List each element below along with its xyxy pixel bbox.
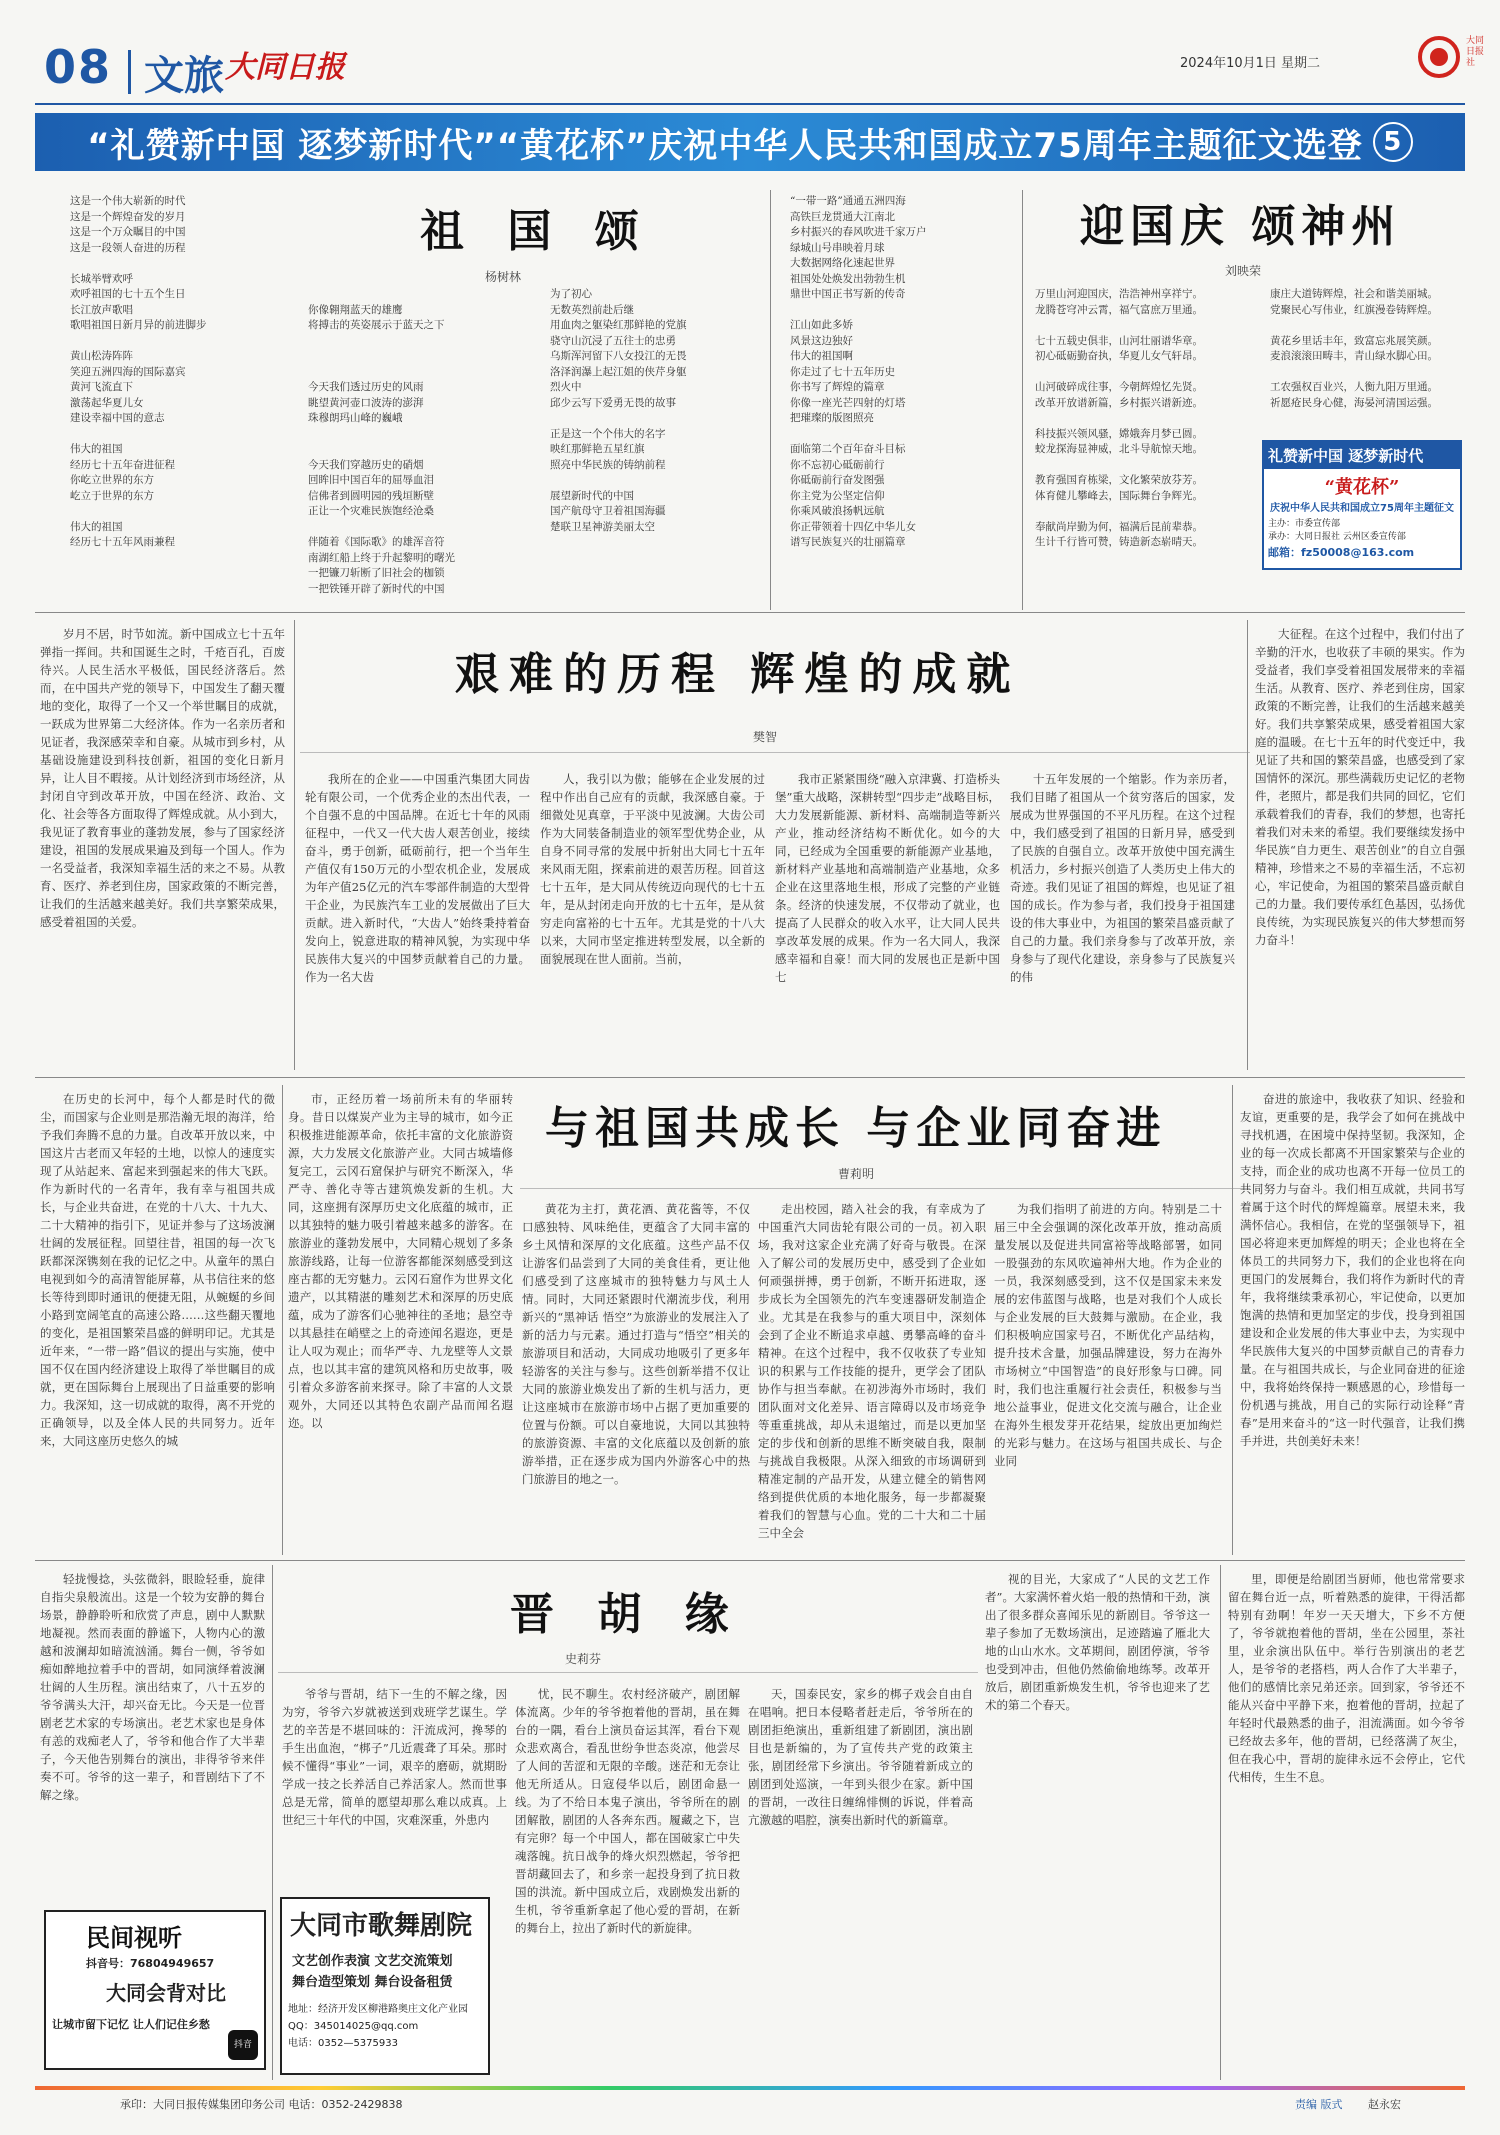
- art1-title: 艰难的历程 辉煌的成就: [455, 649, 1021, 700]
- title-rule: [300, 752, 1250, 753]
- column-rule: [282, 1085, 283, 1555]
- art1-col3: 我市正紧紧围绕“融入京津冀、打造桥头堡”重大战略，深耕转型“四步走”战略目标，大力发展新能源、新材料、高端制造等新兴产业，推动经济结构不断优化。如今的大同，已经成为全国重要的新能源产业基地，新材料产业基地和高端制造产业基地，众多企业在这里落地生根，形成了完整的产业链条。经济的快速发展，不仅带动了就业，也提高了人民群众的收入水平，让大同人民共享改革发展的成果。作为一名大同人，我深感幸福和自豪！而大同的发展也正是新中国七: [775, 772, 1000, 984]
- poem-line: [308, 287, 513, 303]
- poem-line: 奉献尚岸勤为何，福满后昆前辈恭。: [1035, 520, 1203, 533]
- poem-line: 映红那鲜艳五星红旗: [550, 443, 645, 455]
- poem-line: 笑迎五洲四海的国际嘉宾: [70, 365, 186, 378]
- poem-line: [1035, 365, 1235, 381]
- poem-line: 祈愿疮民身心健，海晏河清国运强。: [1270, 396, 1438, 409]
- poem1-col2: [308, 194, 513, 597]
- poem-line: [308, 349, 513, 365]
- poem-line: 黄花乡里话丰年，致富忘兆展笑颜。: [1270, 334, 1438, 347]
- poem-line: 龙腾苍穹冲云霄，福气富庶万里通。: [1035, 303, 1203, 316]
- poem-line: 为了初心: [550, 288, 592, 300]
- poem-line: 鼎世中国正书写新的传奇: [790, 288, 906, 300]
- poem-line: 祖国处处焕发出勃勃生机: [790, 272, 906, 285]
- poem-line: 骁守山沉浸了五往士的忠勇: [550, 334, 676, 347]
- poem-line: [550, 473, 755, 489]
- poem-line: [550, 194, 755, 210]
- poem-line: 用血肉之躯染红那鲜艳的党旗: [550, 319, 687, 331]
- poem-line: [308, 210, 513, 226]
- art1-right-column: 大征程。在这个过程中，我们付出了辛勤的汗水，也收获了丰硕的果实。作为受益者，我们享受着祖国发展带来的幸福生活。从教育、医疗、养老到住房，国家政策的不断完善，让我们的生活越来越美好。我们共享繁荣成果，感受着祖国大家庭的温暖。在七十五年的时代变迁中，我见证了共和国的繁荣昌盛，也感受到了家国情怀的深沉。那些满载历史记忆的老物件，老照片，都是我们共同的回忆，它们承载着我们的青春，我们的梦想，也寄托着我们对未来的希望。我们要继续发扬中华民族“自力更生、艰苦创业”的自立自强精神，珍惜来之不易的幸福生活，不忘初心，牢记使命，为祖国的繁荣昌盛贡献自己的力量。我们要传承红色基因，弘扬优良传统，为实现民族复兴的伟大梦想而努力奋斗！: [1255, 627, 1465, 947]
- poem-line: [70, 334, 245, 350]
- poem-line: 蛟龙探海显神威，北斗导航惊天地。: [1035, 443, 1203, 455]
- contest-ad-theme: 庆祝中华人民共和国成立75周年主题征文: [1270, 503, 1454, 514]
- banner-text: “礼赞新中国 逐梦新时代”“黄花杯”庆祝中华人民共和国成立75周年主题征文选登: [87, 125, 1363, 166]
- section-rule: [35, 1077, 1465, 1078]
- poem-line: 信佛者到圆明园的残垣断壁: [308, 489, 434, 502]
- theatre-service-1: 文艺创作表演 文艺交流策划: [292, 1954, 453, 1969]
- contest-ad-cup: “黄花杯”: [1324, 477, 1400, 498]
- art2-col4: 为我们指明了前进的方向。特别是二十届三中全会强调的深化改革开放，推动高质量发展以及促进共同富裕等战略部署，如同一股强劲的东风吹遍神州大地。作为企业的一员，我深刻感受到，这不仅是国家未来发展的宏伟蓝图与战略，也是对我们个人成长与企业发展的巨大鼓舞与激励。在企业，我们积极响应国家号召，不断优化产品结构，提升技术含量，加强品牌建设，努力在海外市场树立“中国智造”的良好形象与口碑。同时，我们也注重履行社会责任，积极参与当地公益事业，促进文化交流与融合，让企业在海外生根发芽开花结果，绽放出更加绚烂的光彩与魅力。在这场与祖国共成长、与企业同: [994, 1202, 1222, 1468]
- poem-line: 长江放声歌唱: [70, 303, 133, 316]
- poem-line: 歌唱祖国日新月异的前进脚步: [70, 319, 207, 331]
- poem-line: 你乘风破浪扬帆远航: [790, 505, 885, 517]
- tiktok-icon: 抖音: [228, 2030, 258, 2060]
- poem3-col2: [1270, 287, 1470, 411]
- poem-line: 你屹立世界的东方: [70, 474, 154, 486]
- poem-line: 正是这一个个伟大的名字: [550, 427, 666, 440]
- poem-line: 伟大的祖国: [70, 520, 123, 533]
- art3-col1: 爷爷与晋胡，结下一生的不解之缘，因为穷，爷爷六岁就被送到戏班学艺谋生。学艺的辛苦是不堪回味的：汗流成河，搀琴的手生出血泡，“梆子”几近震聋了耳朵。那时候不懂得“事业”一词，艰辛的磨砺，就期盼学成一技之长养活自己养活家人。然而世事总是无常，简单的愿望却那么难以成真。上世纪三十年代的中国，灾难深重，外患内: [282, 1687, 507, 1827]
- poem-line: 你走过了七十五年历史: [790, 365, 895, 378]
- poem-line: [1270, 365, 1470, 381]
- poem-line: “一带一路”通通五洲四海: [790, 195, 906, 207]
- poem3-author: 刘映荣: [1225, 264, 1262, 278]
- theatre-name: 大同市歌舞剧院: [290, 1911, 473, 1941]
- poem1-col3: [550, 194, 755, 535]
- poem-line: 康庄大道铸辉煌，社会和谐美丽城。: [1270, 288, 1438, 300]
- column-rule: [294, 620, 295, 1070]
- paper-emblem-icon: [1418, 36, 1460, 78]
- poem-line: [308, 256, 513, 272]
- poem-line: 今天我们透过历史的风雨: [308, 381, 424, 393]
- poem-line: 你主党为公坚定信仰: [790, 489, 885, 502]
- poem-line: 将搏击的英姿展示于蓝天之下: [308, 319, 445, 331]
- poem-line: 工农强权百业兴，人衡九阳万里通。: [1270, 381, 1438, 393]
- folk-media-tagline: 让城市留下记忆 让人们记住乡愁: [52, 2018, 210, 2031]
- footer-printer: 承印：大同日报传媒集团印务公司 电话：0352-2429838: [120, 2098, 403, 2111]
- poem-line: 这是一个辉煌奋发的岁月: [70, 210, 186, 223]
- poem-line: 这是一段领人奋进的历程: [70, 241, 186, 254]
- poem-line: [308, 272, 513, 288]
- title-rule: [278, 1672, 978, 1673]
- poem-line: 绿城山号串映着月球: [790, 241, 885, 254]
- poem-line: [550, 256, 755, 272]
- poem-line: 伴随着《国际歌》的雄浑音符: [308, 536, 445, 548]
- folk-media-slogan: 大同会背对比: [106, 1981, 226, 2005]
- poem-line: 你书写了辉煌的篇章: [790, 381, 885, 393]
- poem-line: [70, 427, 245, 443]
- footer-editor: 赵永宏: [1368, 2098, 1401, 2111]
- poem-line: 欢呼祖国的七十五个生日: [70, 288, 186, 300]
- contest-ad-slogan: 礼赞新中国 逐梦新时代: [1264, 442, 1460, 469]
- poem2-col1: [790, 194, 1005, 551]
- footer-color-bar: [35, 2086, 1465, 2090]
- poem-line: 一把铁锤开辟了新时代的中国: [308, 582, 445, 595]
- section-rule: [35, 1560, 1465, 1561]
- poem-line: 面临第二个百年奋斗目标: [790, 443, 906, 455]
- art2-author: 曹莉明: [838, 1167, 875, 1181]
- art2-title: 与祖国共成长 与企业同奋进: [545, 1103, 1167, 1154]
- poem-line: [550, 241, 755, 257]
- poem-line: 山河破碎成往事，今朝辉煌忆先贤。: [1035, 381, 1203, 393]
- poem-line: 邱少云写下爱勇无畏的故事: [550, 396, 676, 409]
- theatre-address: 地址：经济开发区柳港路奥庄文化产业园: [288, 2004, 468, 2015]
- poem-line: 乡村振兴的春风吹进千家万户: [790, 226, 927, 238]
- poem-line: 把璀璨的版图照亮: [790, 412, 874, 424]
- poem-line: 你正带领着十四亿中华儿女: [790, 520, 916, 533]
- poem-line: 你砥砺前行奋发图强: [790, 474, 885, 486]
- art3-author: 史莉芬: [565, 1652, 602, 1666]
- poem-line: [550, 210, 755, 226]
- poem-line: [308, 241, 513, 257]
- poem-line: 楚联卫星神游美丽太空: [550, 520, 655, 533]
- poem1-author: 杨树林: [485, 270, 522, 284]
- paper-logo: 大同日报: [225, 50, 345, 85]
- poem-line: 你像一座光芒四射的灯塔: [790, 396, 906, 409]
- poem-line: 激荡起华夏儿女: [70, 396, 144, 409]
- poem-line: [550, 272, 755, 288]
- poem-line: 屹立于世界的东方: [70, 489, 154, 502]
- column-rule: [1232, 1085, 1233, 1555]
- art1-left-column: 岁月不居，时节如流。新中国成立七十五年弹指一挥间。共和国诞生之时，千疮百孔，百废待兴。人民生活水平极低，国民经济落后。然而，在中国共产党的领导下，中国发生了翻天覆地的变化，取得了一个又一个举世瞩目的成就，一跃成为世界第二大经济体。作为一名亲历者和见证者，我深感荣幸和自豪。从城市到乡村，从基础设施建设到科技创新，祖国的变化日新月异，让人目不暇接。从计划经济到市场经济，从封闭自守到改革开放，中国在经济、政治、文化、社会等各方面取得了辉煌成就。从小到大，我见证了教育事业的蓬勃发展，参与了国家经济建设，祖国的发展成果遍及到每一个国人。作为一名受益者，我深知幸福生活的来之不易。从教育、医疗、养老到住房，国家政策的不断完善，让我们的生活越来越美好。我们共享繁荣成果，感受着祖国的关爱。: [40, 627, 285, 929]
- poem-line: 体育健儿攀峰去，国际舞台争辉光。: [1035, 489, 1203, 502]
- poem-line: 风景这边独好: [790, 334, 853, 347]
- poem-line: 党聚民心写伟业，红旗漫卷铸辉煌。: [1270, 303, 1438, 316]
- poem-line: [308, 520, 513, 536]
- poem-line: 展望新时代的中国: [550, 489, 634, 502]
- poem-line: [308, 334, 513, 350]
- poem-line: 这是一个伟大崭新的时代: [70, 195, 186, 207]
- poem-line: [1035, 504, 1235, 520]
- poem-line: 洛泽润瀑上起江姐的侠芹身躯: [550, 365, 687, 378]
- art3-col3: 天，国泰民安，家乡的梆子戏会自由自在唱响。把日本侵略者赶走后，爷爷所在的剧团拒绝演出，重新组建了新剧团，演出剧目也是新编的，为了宣传共产党的政策主张，剧团经常下乡演出。爷爷随着新成立的剧团到处巡演，一年到头很少在家。新中国的晋胡，一改往日缠绵悱恻的诉说，伴着高亢激越的唱腔，演奏出新时代的新篇章。: [748, 1687, 973, 1827]
- poem-line: 万里山河迎国庆，浩浩神州享祥宁。: [1035, 288, 1203, 300]
- poem-line: 麦浪滚滚田畴丰，青山绿水脚心田。: [1270, 350, 1438, 362]
- poem-line: 正让一个灾难民族饱经沧桑: [308, 505, 434, 517]
- art3-col2: 忧，民不聊生。农村经济破产，剧团解体流离。少年的爷爷抱着他的晋胡，虽在舞台的一隅，看台上演员奋运其浑，看台下观众悲欢离合，看乱世纷争世态炎凉，他尝尽了人间的苦涩和无限的辛酸。迷茫和无奈让他无所适从。日寇侵华以后，剧团命悬一线。为了不给日本鬼子演出，爷爷所在的剧团解散，剧团的人各奔东西。履藏之下，岂有完卵？每一个中国人，都在国破家亡中失魂落魄。抗日战争的烽火炽烈燃起，爷爷把晋胡藏回去了，和乡亲一起投身到了抗日救国的洪流。新中国成立后，戏剧焕发出新的生机，爷爷重新拿起了他心爱的晋胡，在新的舞台上，拉出了新时代的新旋律。: [515, 1687, 740, 1935]
- poem-line: [308, 442, 513, 458]
- poem-line: [1035, 318, 1235, 334]
- poem-line: 黄山松涛阵阵: [70, 350, 133, 362]
- header-rule: [35, 103, 1465, 105]
- poem3-title: 迎国庆 颂神州: [1080, 201, 1402, 252]
- poem-line: [70, 256, 245, 272]
- poem-line: 回眸旧中国百年的屈辱血泪: [308, 474, 434, 486]
- art3-right-column: 里，即便是给剧团当厨师，他也常常要求留在舞台近一点，听着熟悉的旋律，干得活都特别有劲啊！年岁一天天增大，下乡不方便了，爷爷就抱着他的晋胡，坐在公园里，茶社里，业余演出队伍中。举行告别演出的老艺人，是爷爷的老搭档，两人合作了大半辈子，他们的感情比亲兄弟还亲。回到家，爷爷还不能从兴奋中平静下来，抱着他的晋胡，拉起了年轻时代最熟悉的曲子，泪流满面。如今爷爷已经故去多年，他的晋胡，已经落满了灰尘，但在我心中，晋胡的旋律永远不会停止，它代代相传，生生不息。: [1228, 1572, 1465, 1784]
- art2-left-column: 在历史的长河中，每个人都是时代的微尘，而国家与企业则是那浩瀚无垠的海洋，给予我们奔腾不息的力量。自改革开放以来，中国这片古老而又年轻的土地，以惊人的速度实现了从站起来、富起来到强起来的伟大飞跃。作为新时代的一名青年，我有幸与祖国共成长，与企业共奋进，在党的十八大、十九大、二十大精神的指引下，见证并参与了这场波澜壮阔的发展征程。回望往昔，祖国的每一次飞跃都深深镌刻在我的记忆之中。从童年的黑白电视到如今的高清智能屏幕，从书信往来的悠长等待到即时通讯的便捷无阻，从蜿蜒的乡间小路到宽阔笔直的高速公路……这些翻天覆地的变化，是祖国繁荣昌盛的鲜明印记。尤其是近年来，“一带一路”倡议的提出与实施，使中国不仅在国内经济建设上取得了举世瞩目的成就，更在国际舞台上展现出了日益重要的影响力。我深知，这一切成就的取得，离不开党的正确领导，以及全体人民的共同努力。近年来，大同这座历史悠久的城: [40, 1092, 275, 1448]
- poem-line: 眺望黄河壶口波涛的澎湃: [308, 396, 424, 409]
- art2-col2: 黄花为主打，黄花酒、黄花酱等，不仅口感独特、风味绝佳，更蕴含了大同丰富的乡土风情和深厚的文化底蕴。这些产品不仅让游客们品尝到了大同的美食佳肴，更让他们感受到了这座城市的独特魅力与风土人情。同时，大同还紧跟时代潮流步伐，利用新兴的“黑神话 悟空”为旅游业的发展注入了新的活力与元素。通过打造与“悟空”相关的旅游项目和活动，大同成功地吸引了更多年轻游客的关注与参与。这些创新举措不仅让大同的旅游业焕发出了新的生机与活力，更让这座城市在旅游市场中占据了更加重要的位置与份额。可以自豪地说，大同以其独特的旅游资源、丰富的文化底蕴以及创新的旅游举措，正在逐步成为国内外游客心中的热门旅游目的地之一。: [522, 1202, 750, 1486]
- theatre-phone: 电话：0352—5375933: [288, 2038, 398, 2049]
- folk-media-name: 民间视听: [86, 1924, 182, 1952]
- poem-line: [1035, 411, 1235, 427]
- poem-line: 你不忘初心砥砺前行: [790, 458, 885, 471]
- poem-line: 教育强国育栋梁，文化繁荣放芬芳。: [1035, 474, 1203, 486]
- column-rule: [1220, 1565, 1221, 2080]
- poem-line: 一把镰刀斩断了旧社会的枷锁: [308, 567, 445, 579]
- poem-line: 这是一个万众瞩目的中国: [70, 226, 186, 238]
- poem-line: 珠穆朗玛山峰的巍峨: [308, 412, 403, 424]
- poem1-col1: [70, 194, 245, 551]
- header-divider: [128, 50, 131, 94]
- poem-line: 经历七十五年风雨兼程: [70, 536, 175, 548]
- column-rule: [1247, 620, 1248, 1070]
- poem-line: 南湖红船上终于升起黎明的曙光: [308, 551, 455, 564]
- poem-line: [550, 225, 755, 241]
- poem-line: 科技振兴领风骚，嫦娥奔月梦已圆。: [1035, 427, 1203, 440]
- poem-line: [550, 411, 755, 427]
- art2-right-column: 奋进的旅途中，我收获了知识、经验和友谊，更重要的是，我学会了如何在挑战中寻找机遇，在困境中保持坚韧。我深知，企业的每一次成长都离不开国家繁荣与企业的支持，而企业的成功也离不开每一位员工的共同努力与奋斗。我们相互成就，共同书写着属于这个时代的辉煌篇章。展望未来，我满怀信心。我相信，在党的坚强领导下，祖国必将迎来更加辉煌的明天；企业也将在全体员工的共同努力下，我们的企业也将在向更国门的发展舞台，我们将作为新时代的青年，我将继续秉承初心，牢记使命，以更加饱满的热情和更加坚定的步伐，投身到祖国建设和企业发展的伟大事业中去，为实现中华民族伟大复兴的中国梦贡献自己的青春力量。在与祖国共成长，与企业同奋进的征途中，我将始终保持一颗感恩的心，珍惜每一份机遇与挑战，用自己的实际行动诠释“青春”是用来奋斗的“这一时代强音，让我们携手并进，共创美好未来！: [1240, 1092, 1465, 1448]
- poem3-col1: [1035, 287, 1235, 551]
- poem-line: 谱写民族复兴的壮丽篇章: [790, 536, 906, 548]
- art1-author: 樊智: [753, 730, 778, 744]
- poem-line: 七十五载史俱非，山河壮丽谱华章。: [1035, 334, 1203, 347]
- poem-line: [308, 194, 513, 210]
- poem-line: 初心砥砺勤奋执，华夏儿女气轩昂。: [1035, 350, 1203, 362]
- folk-media-douyin: 抖音号：76804949657: [86, 1957, 215, 1970]
- art1-col4: 十五年发展的一个缩影。作为亲历者，我们目睹了祖国从一个贫穷落后的国家，发展成为世界强国的不平凡历程。在这个过程中，我们感受到了祖国的日新月异，感受到了民族的自强自立。改革开放使中国充满生机活力，乡村振兴创造了人类历史上伟大的奇迹。我们见证了祖国的辉煌，也见证了祖国的成长。作为参与者，我们投身于祖国建设的伟大事业中，为祖国的繁荣昌盛贡献了自己的力量。我们亲身参与了改革开放，亲身参与了现代化建设，亲身参与了民族复兴的伟: [1010, 772, 1235, 984]
- poem-line: 无数英烈前赴后继: [550, 303, 634, 316]
- art1-col1: 我所在的企业——中国重汽集团大同齿轮有限公司，一个优秀企业的杰出代表，一个自强不息的中国品牌。在近七十年的风雨征程中，一代又一代大齿人艰苦创业，接续奋斗，勇于创新，砥砺前行，把一个当年生产值仅有150万元的小型农机企业，发展成为年产值25亿元的汽车零部件制造的大型骨干企业，为民族汽车工业的发展做出了巨大贡献。进入新时代，“大齿人”始终秉持着奋发向上，锐意进取的精神风貌，为实现中华民族伟大复兴的中国梦贡献着自己的力量。作为一名大齿: [305, 772, 530, 984]
- poem-line: 高铁巨龙贯通大江南北: [790, 210, 895, 223]
- banner-number: 5: [1373, 122, 1413, 162]
- art2-col3: 走出校园，踏入社会的我，有幸成为了中国重汽大同齿轮有限公司的一员。初入职场，我对这家企业充满了好奇与敬畏。在深入了解公司的发展历史中，感受到了企业如何顽强拼搏，勇于创新，不断开拓进取，逐步成长为全国领先的汽车变速器研发制造企业。尤其是在我参与的重大项目中，深刻体会到了企业不断追求卓越、勇攀高峰的奋斗精神。在这个过程中，我不仅收获了专业知识的积累与工作技能的提升，更学会了团队协作与担当奉献。在初涉海外市场时，我们团队面对文化差异、语言障碍以及市场竞争等重重挑战，却从未退缩过，而是以更加坚定的步伐和创新的思维不断突破自我，限制与挑战自我极限。从深入细致的市场调研到精准定制的产品开发，从建立健全的销售网络到提供优质的本地化服务，每一步都凝聚着我们的智慧与心血。党的二十大和二十届三中全会: [758, 1202, 986, 1540]
- poem-line: 长城举臂欢呼: [70, 272, 133, 285]
- poem-line: 黄河飞流直下: [70, 381, 133, 393]
- poem-line: 伟大的祖国啊: [790, 350, 853, 362]
- art3-left-column: 轻拢慢捻，头弦微斜，眼睑轻垂，旋律自指尖泉般流出。这是一个较为安静的舞台场景，静静聆听和欣赏了声息，剧中人默默地凝视。然而表面的静谧下，人物内心的激越和波澜却如暗流汹涌。舞台一侧，爷爷如痴如醉地拉着手中的晋胡，如同演绎着波澜壮阔的人生历程。演出结束了，八十五岁的爷爷满头大汗，却兴奋无比。今天是一位晋剧老艺术家的专场演出。老艺术家也是身体有恙的戏痴老人了，爷爷和他合作了大半辈子，今天他告别舞台的演出，非得爷爷来伴奏不可。爷爷的这一辈子，和晋剧结下了不解之缘。: [40, 1572, 265, 1802]
- footer-editor-label: 责编 版式: [1295, 2098, 1343, 2111]
- poem-line: [70, 504, 245, 520]
- poem-line: 今天我们穿越历史的硝烟: [308, 458, 424, 471]
- poem-line: 生计千行皆可赞，铸造新态崭晴天。: [1035, 536, 1203, 548]
- banner: [35, 113, 1465, 171]
- theatre-ad: [280, 1897, 490, 2075]
- poem-line: [790, 427, 1005, 443]
- theatre-qq: QQ：345014025@qq.com: [288, 2021, 419, 2032]
- column-rule: [770, 190, 771, 610]
- poem-line: [1270, 318, 1470, 334]
- poem-line: [308, 225, 513, 241]
- art2-col1: 市，正经历着一场前所未有的华丽转身。昔日以煤炭产业为主导的城市，如今正积极推进能源革命，依托丰富的文化旅游资源，大力发展文化旅游产业。大同古城墙修复完工，云冈石窟保护与研究不断深入，华严寺、善化寺等古建筑焕发新的生机。大同，这座拥有深厚历史文化底蕴的城市，正以其独特的魅力吸引着越来越多的游客。在旅游业的蓬勃发展中，大同精心规划了多条旅游线路，让每一位游客都能深刻感受到这座古都的无穷魅力。云冈石窟作为世界文化遗产，以其精湛的雕刻艺术和深厚的历史底蕴，成为了游客们心驰神往的圣地；悬空寺以其悬挂在峭壁之上的奇迹闻名遐迩，更是让人叹为观止；而华严寺、九龙壁等人文景点，也以其丰富的建筑风格和历史故事，吸引着众多游客前来探寻。除了丰富的人文景观外，大同还以其特色农副产品而闻名遐迩。以: [288, 1092, 513, 1430]
- poem-line: [308, 365, 513, 381]
- poem-line: [308, 427, 513, 443]
- poem-line: 伟大的祖国: [70, 443, 123, 455]
- page-number: 08: [44, 40, 113, 94]
- poem-line: 改革开放谱新篇，乡村振兴谱新迹。: [1035, 396, 1203, 409]
- art1-col2: 人，我引以为傲；能够在企业发展的过程中作出自己应有的贡献，我深感自豪。于细微处见真章，于平淡中见波澜。大齿公司作为大同装备制造业的领军型优势企业，从自身不同寻常的发展中折射出大同七十五年来风雨无阻，探索前进的艰苦历程。回首这七十五年，是大同从传统迈向现代的七十五年，是从封闭走向开放的七十五年，是从贫穷走向富裕的七十五年。尤其是党的十八大以来，大同市坚定推进转型发展，以全新的面貌展现在世人面前。当前，: [540, 772, 765, 966]
- poem-line: 乌斯浑河留下八女投江的无畏: [550, 350, 687, 362]
- title-rule: [520, 1188, 1250, 1189]
- poem-line: [790, 303, 1005, 319]
- issue-date: 2024年10月1日 星期二: [1180, 56, 1321, 71]
- poem-line: 经历七十五年奋进征程: [70, 458, 175, 471]
- folk-media-ad: [44, 1910, 266, 2070]
- section-name: 文旅: [144, 53, 224, 99]
- poem1-title: 祖 国 颂: [420, 206, 653, 257]
- poem-line: 烈火中: [550, 381, 582, 393]
- paper-emblem-label: 大同日报社: [1466, 36, 1485, 68]
- column-rule: [272, 1565, 273, 2080]
- poem-line: 国产航母守卫着祖国海疆: [550, 505, 666, 517]
- poem-line: 建设幸福中国的意志: [70, 412, 165, 424]
- contest-ad-organizer: 承办：大同日报社 云州区委宣传部: [1268, 532, 1406, 542]
- poem-line: 照亮中华民族的铸纳前程: [550, 458, 666, 471]
- contest-ad: [1262, 440, 1462, 570]
- theatre-service-2: 舞台造型策划 舞台设备租赁: [292, 1975, 453, 1990]
- contest-ad-host: 主办：市委宣传部: [1268, 519, 1341, 529]
- poem-line: [1035, 458, 1235, 474]
- section-rule: [35, 612, 1465, 613]
- poem-line: 大数据网络化速起世界: [790, 257, 895, 269]
- art3-col4: 视的目光，大家成了“人民的文艺工作者”。大家满怀着火焰一般的热情和干劲，演出了很多群众喜闻乐见的新剧目。爷爷这一辈子参加了无数场演出，足迹踏遍了雁北大地的山山水水。文革期间，剧团停演，爷爷也受到冲击，但他仍然偷偷地练琴。改革开放后，剧团重新焕发生机，爷爷也迎来了艺术的第二个春天。: [985, 1572, 1210, 1712]
- poem-line: 你像翱翔蓝天的雄鹰: [308, 303, 403, 316]
- art3-title: 晋 胡 缘: [510, 1589, 743, 1640]
- poem-line: 江山如此多娇: [790, 319, 853, 331]
- contest-ad-email: 邮箱：fz50008@163.com: [1268, 546, 1415, 559]
- column-rule: [1022, 190, 1023, 610]
